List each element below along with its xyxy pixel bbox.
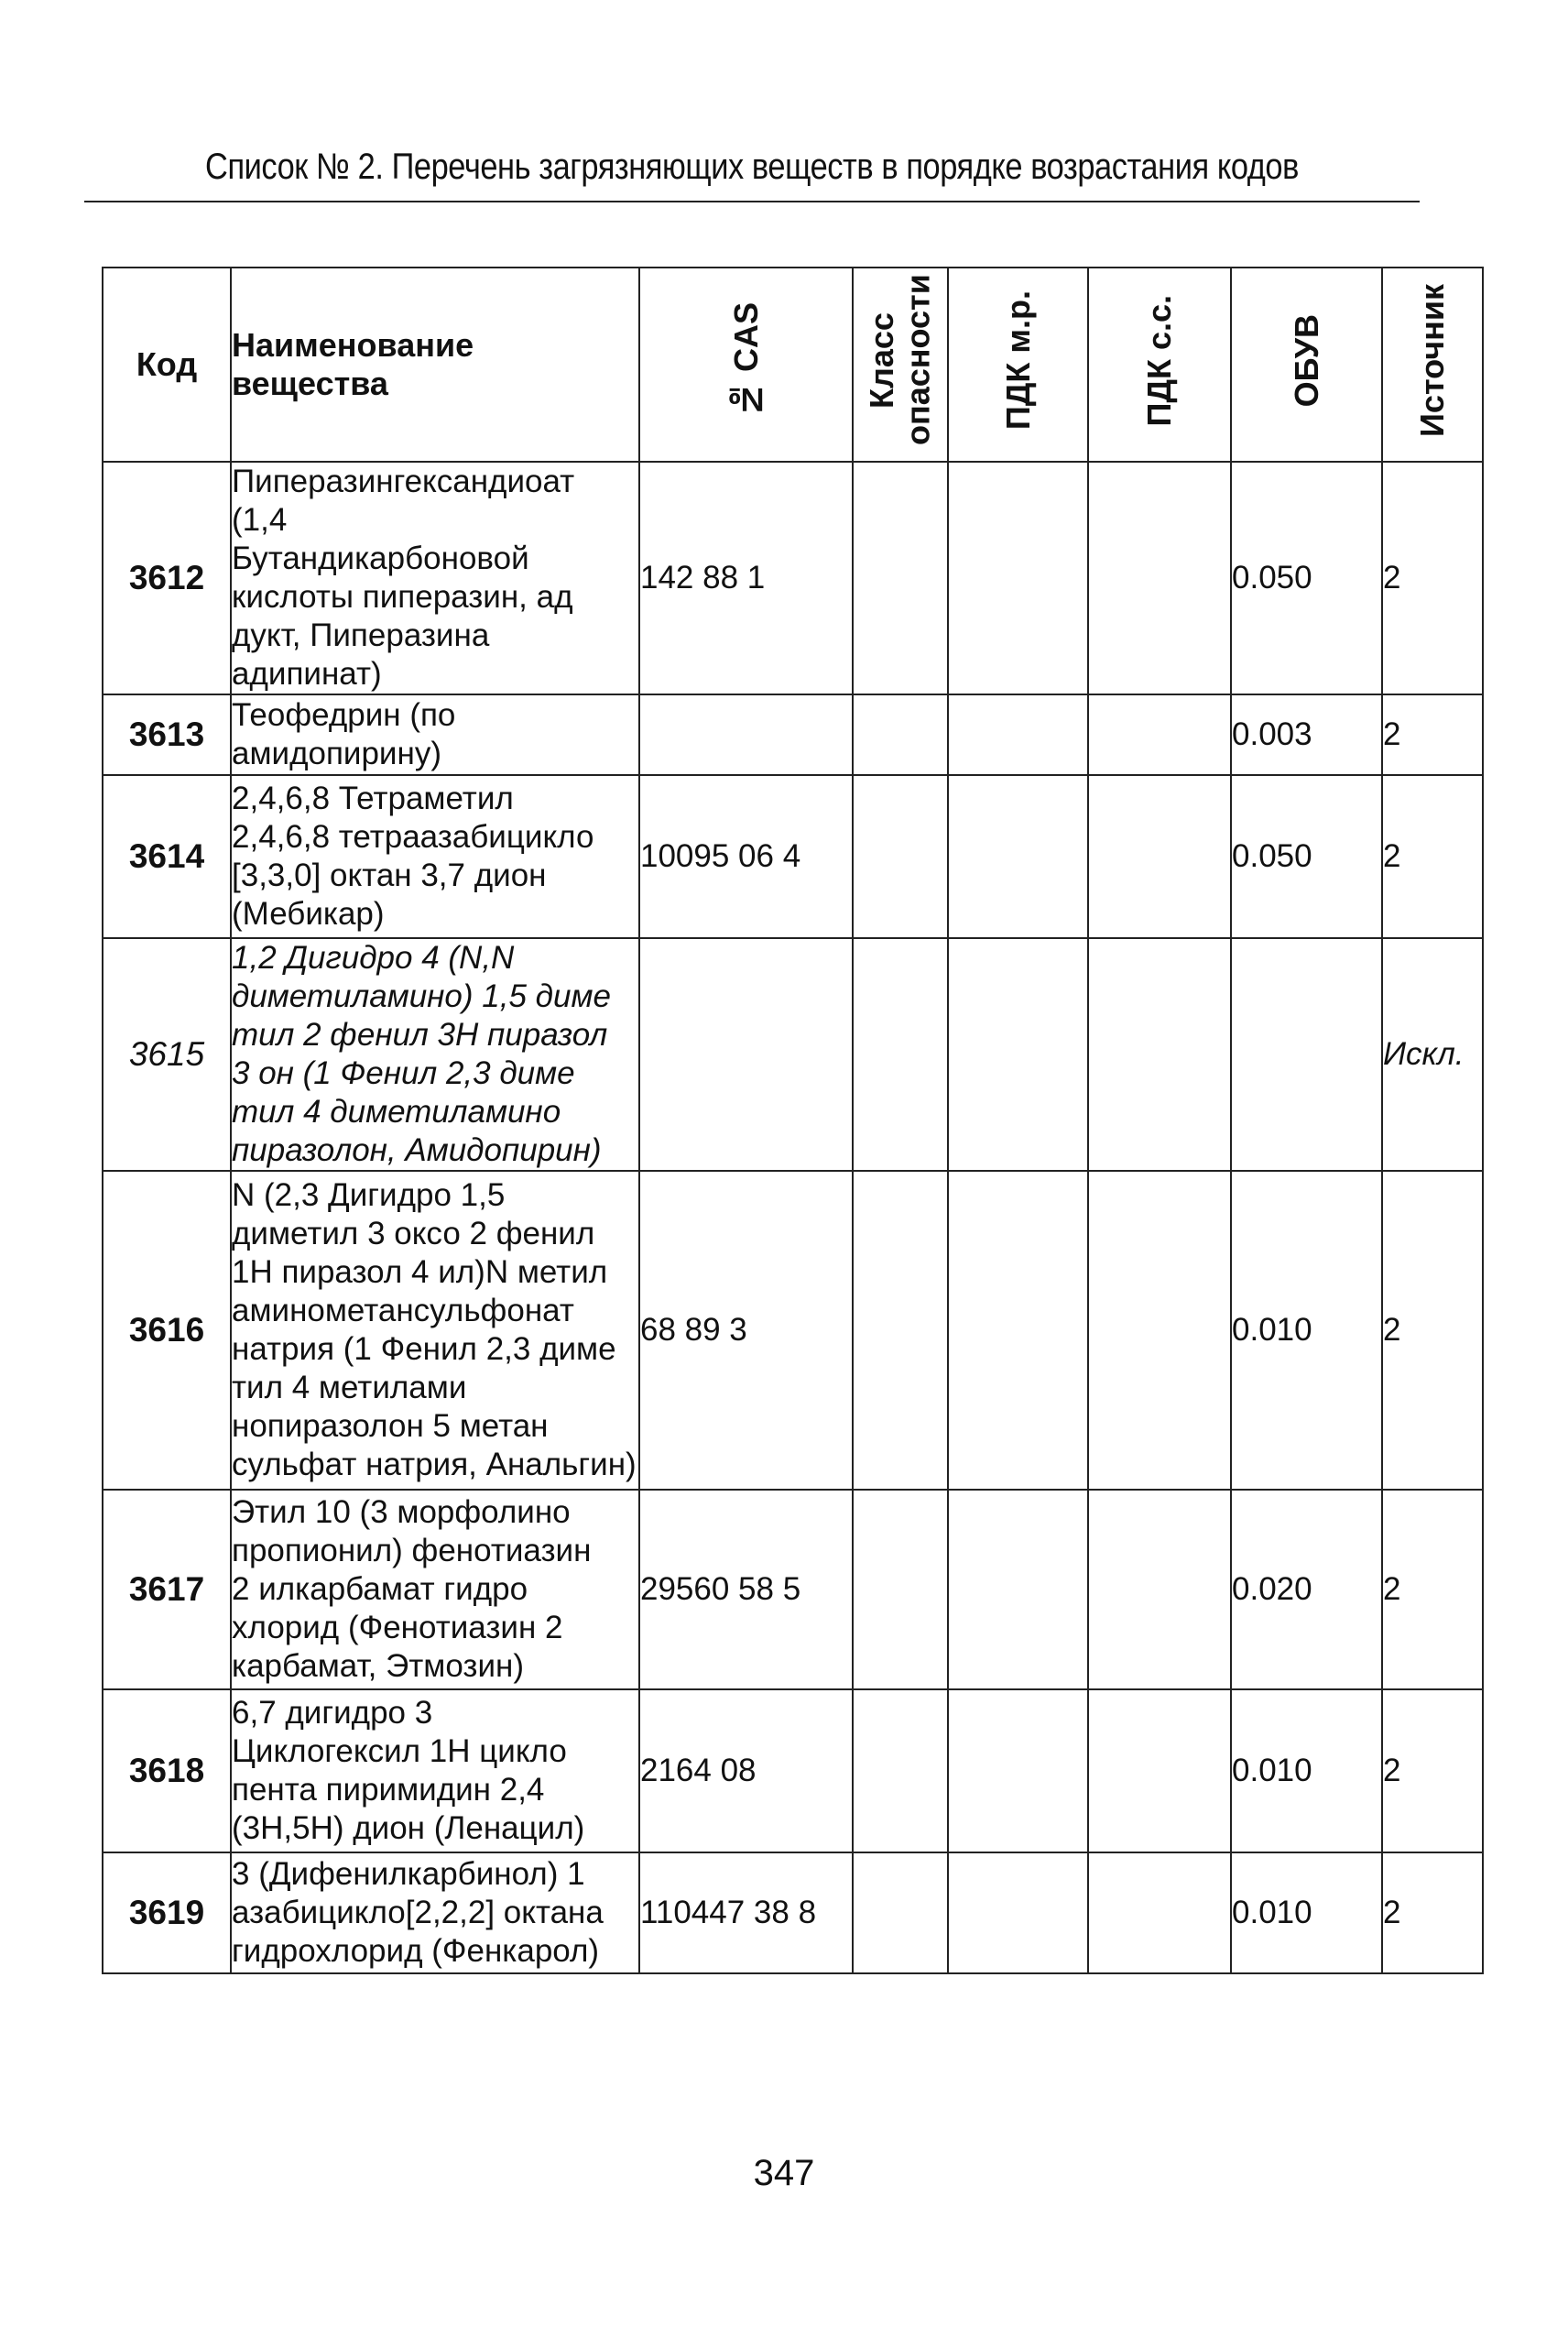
row-code: 3615 [103,938,231,1171]
col-header-pdk-ss: ПДК с.с. [1140,294,1179,427]
col-header-pdk-ss-cell [1088,268,1231,462]
row-name-line: амидопирину) [232,736,441,771]
row-obuv: 0.050 [1231,775,1382,938]
row-pdk-ss [1088,938,1231,1171]
row-name [231,1171,639,1490]
row-name-line: карбамат, Этмозин) [232,1648,524,1684]
row-source: 2 [1382,1689,1483,1852]
row-name-line: Пиперазингександиоат (1,4 [232,464,575,538]
row-name-line: кислоты пиперазин, ад [232,579,573,615]
row-obuv [1231,938,1382,1171]
row-hazard-class [853,1490,948,1689]
row-source: Искл. [1382,938,1483,1171]
row-name-line: (Мебикар) [232,896,385,932]
row-name-line: Циклогексил 1Н цикло [232,1733,567,1769]
table-row [103,1490,1483,1689]
row-name-line: 1,2 Дигидро 4 (N,N [232,940,515,976]
row-source: 2 [1382,694,1483,775]
row-pdk-mr [948,694,1088,775]
col-header-source: Источник [1413,284,1452,437]
col-header-obuv: ОБУВ [1287,313,1325,408]
row-cas: 68 89 3 [639,1171,853,1490]
row-name-line: (3Н,5Н) дион (Ленацил) [232,1810,585,1846]
col-header-cas: № CAS [726,301,765,419]
row-obuv: 0.020 [1231,1490,1382,1689]
row-code: 3613 [103,694,231,775]
row-name-line: пента пиримидин 2,4 [232,1772,545,1808]
row-code: 3614 [103,775,231,938]
row-pdk-ss [1088,1490,1231,1689]
page-number: 347 [753,2153,815,2193]
row-name-line: азабицикло[2,2,2] октана [232,1895,604,1930]
row-name-line: 3 он (1 Фенил 2,3 диме [232,1055,575,1091]
row-name-line: тил 4 диметиламино [232,1094,561,1130]
row-pdk-mr [948,1171,1088,1490]
row-cas: 142 88 1 [639,462,853,694]
table-body [103,462,1483,1973]
col-header-pdk-mr-cell [948,268,1088,462]
substances-table [102,267,1484,1974]
row-name [231,1689,639,1852]
col-header-name: Наименование вещества [231,268,639,462]
row-hazard-class [853,775,948,938]
col-header-cas-cell [639,268,853,462]
row-name-line: Теофедрин (по [232,697,456,733]
row-cas: 110447 38 8 [639,1852,853,1973]
col-header-hazard-class-cell [853,268,948,462]
row-cas [639,938,853,1171]
row-name [231,775,639,938]
row-obuv: 0.003 [1231,694,1382,775]
row-source: 2 [1382,1852,1483,1973]
row-name-line: [3,3,0] октан 3,7 дион [232,858,547,893]
row-name [231,694,639,775]
row-code: 3617 [103,1490,231,1689]
row-hazard-class [853,1852,948,1973]
row-name-line: 2,4,6,8 Тетраметил [232,781,514,816]
col-header-obuv-cell [1231,268,1382,462]
row-name-line: 3 (Дифенилкарбинол) 1 [232,1856,585,1892]
row-hazard-class [853,1689,948,1852]
row-pdk-ss [1088,1689,1231,1852]
row-obuv: 0.010 [1231,1171,1382,1490]
row-hazard-class [853,938,948,1171]
header-rule [84,201,1420,202]
row-name-line: гидрохлорид (Фенкарол) [232,1933,600,1969]
row-pdk-ss [1088,462,1231,694]
row-hazard-class [853,694,948,775]
col-header-pdk-mr: ПДК м.р. [998,290,1037,431]
row-name-line: натрия (1 Фенил 2,3 диме [232,1331,616,1367]
row-code: 3616 [103,1171,231,1490]
row-name-line: Этил 10 (3 морфолино [232,1494,571,1530]
row-name-line: тил 2 фенил 3Н пиразол [232,1017,608,1053]
row-name-line: диметиламино) 1,5 диме [232,978,611,1014]
row-obuv: 0.010 [1231,1852,1382,1973]
row-name-line: сульфат натрия, Анальгин) [232,1447,637,1482]
row-name-line: 2,4,6,8 тетраазабицикло [232,819,594,855]
page-header: Список № 2. Перечень загрязняющих веществ в порядке возрастания кодов [205,147,1299,187]
header-row [103,268,1483,462]
row-name-line: пиразолон, Амидопирин) [232,1132,602,1168]
row-name-line: нопиразолон 5 метан [232,1408,549,1444]
row-name-line: дукт, Пиперазина адипинат) [232,617,490,692]
row-cas: 29560 58 5 [639,1490,853,1689]
row-code: 3612 [103,462,231,694]
row-name [231,462,639,694]
row-pdk-ss [1088,694,1231,775]
row-cas: 2164 08 [639,1689,853,1852]
row-cas: 10095 06 4 [639,775,853,938]
table-row [103,1852,1483,1973]
row-obuv: 0.010 [1231,1689,1382,1852]
row-name-line: Бутандикарбоновой [232,541,529,576]
row-hazard-class [853,1171,948,1490]
row-name-line: 1Н пиразол 4 ил)N метил [232,1254,608,1290]
table-row [103,938,1483,1171]
row-pdk-mr [948,1689,1088,1852]
row-name [231,938,639,1171]
row-source: 2 [1382,1490,1483,1689]
row-name-line: 2 илкарбамат гидро [232,1571,528,1607]
row-pdk-mr [948,1490,1088,1689]
row-pdk-ss [1088,775,1231,938]
row-name-line: 6,7 дигидро 3 [232,1695,433,1731]
col-header-source-cell [1382,268,1483,462]
row-name [231,1490,639,1689]
row-code: 3619 [103,1852,231,1973]
table-row [103,462,1483,694]
row-pdk-ss [1088,1171,1231,1490]
row-pdk-mr [948,938,1088,1171]
row-name-line: N (2,3 Дигидро 1,5 [232,1177,506,1213]
table-row [103,694,1483,775]
row-name-line: диметил 3 оксо 2 фенил [232,1216,595,1251]
table-row [103,1171,1483,1490]
row-pdk-mr [948,1852,1088,1973]
row-cas [639,694,853,775]
row-name [231,1852,639,1973]
row-source: 2 [1382,462,1483,694]
row-pdk-ss [1088,1852,1231,1973]
table-row [103,775,1483,938]
row-code: 3618 [103,1689,231,1852]
row-name-line: тил 4 метилами [232,1370,467,1405]
col-header-hazard-class: Класс опасности [863,274,937,445]
row-source: 2 [1382,1171,1483,1490]
row-name-line: аминометансульфонат [232,1293,574,1328]
row-name-line: пропионил) фенотиазин [232,1533,592,1568]
row-obuv: 0.050 [1231,462,1382,694]
table-row [103,1689,1483,1852]
row-pdk-mr [948,775,1088,938]
col-header-code: Код [103,268,231,462]
row-hazard-class [853,462,948,694]
row-source: 2 [1382,775,1483,938]
row-pdk-mr [948,462,1088,694]
row-name-line: хлорид (Фенотиазин 2 [232,1610,563,1645]
